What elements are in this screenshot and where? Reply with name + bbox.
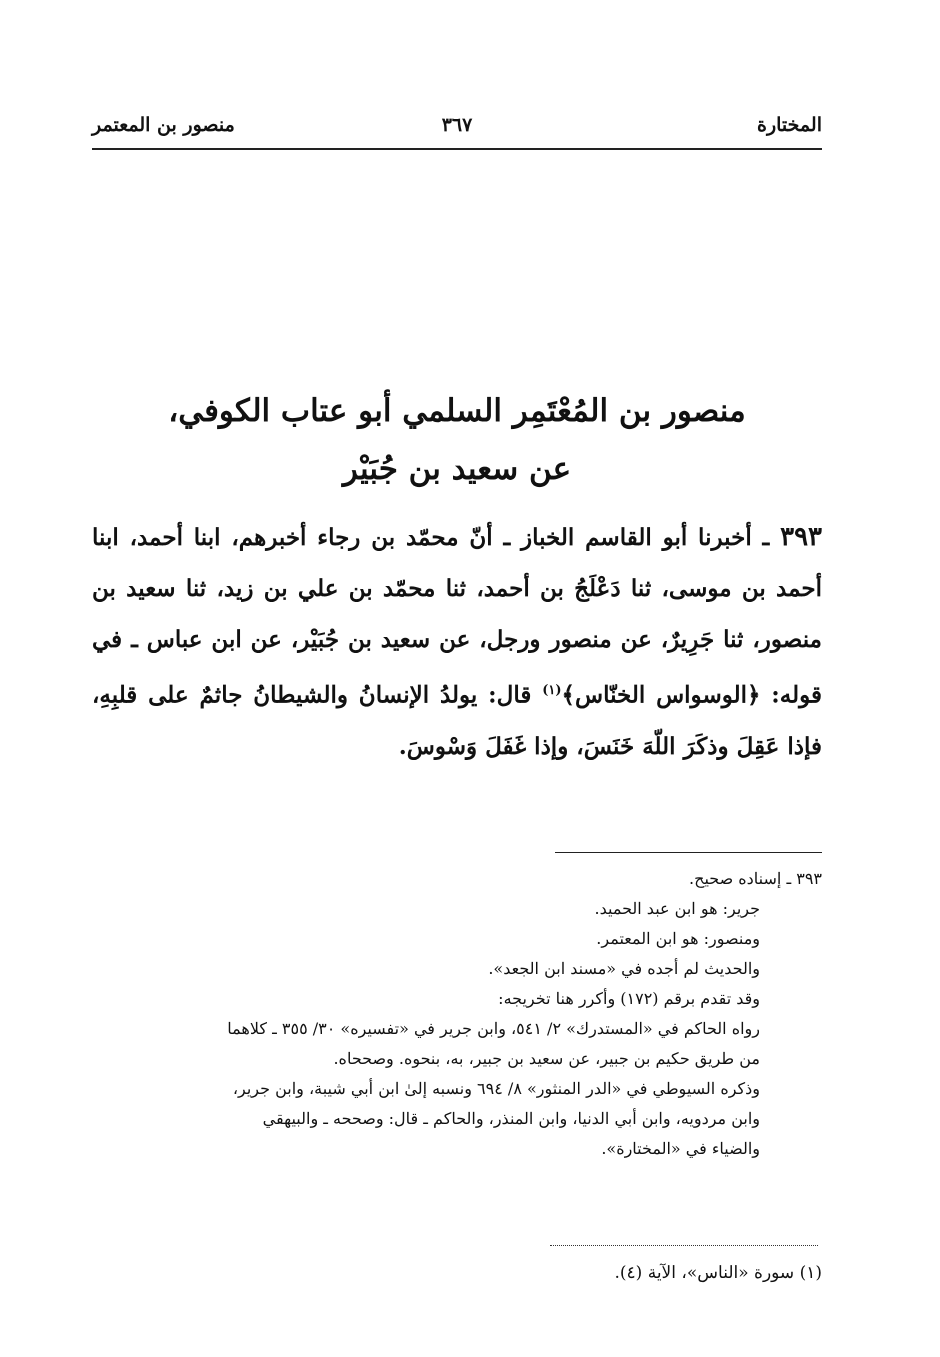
note-line: والحديث لم أجده في «مسند ابن الجعد».	[488, 959, 760, 978]
footnote-reference[interactable]: (١)	[542, 683, 562, 698]
note-line: وابن مردويه، وابن أبي الدنيا، وابن المنذر، والحاكم ـ قال: وصححه ـ والبيهقي	[262, 1109, 760, 1128]
footnote-separator	[550, 1245, 818, 1246]
note-line: من طريق حكيم بن جبير، عن سعيد بن جبير، به، بنحوه. وصححاه.	[333, 1049, 760, 1068]
note-line: جرير: هو ابن عبد الحميد.	[594, 899, 760, 918]
note-line: رواه الحاكم في «المستدرك» ٢/ ٥٤١، وابن جرير في «تفسيره» ٣٠/ ٣٥٥ ـ كلاهما	[227, 1019, 760, 1038]
note-line: ومنصور: هو ابن المعتمر.	[596, 929, 760, 948]
footnote: (١) سورة «الناس»، الآية (٤).	[614, 1263, 822, 1283]
hadith-text	[92, 512, 822, 772]
note-line: والضياء في «المختارة».	[601, 1139, 760, 1158]
commentary-notes	[92, 864, 822, 1164]
header-book-title: المختارة	[757, 114, 822, 136]
hadith-text-part-2: قال: يولدُ الإنسانُ والشيطانُ جاثمٌ على قلبِهِ، فإذا عَقِلَ وذكَرَ اللّهَ خَنَسَ، وإذا غَفَلَ وَسْوسَ.	[92, 681, 822, 760]
chapter-heading	[92, 382, 822, 498]
running-header	[92, 108, 822, 150]
note-line: ٣٩٣ ـ إسناده صحيح.	[689, 869, 822, 888]
chapter-heading-line-1: منصور بن المُعْتَمِر السلمي أبو عتاب الكوفي،	[168, 393, 746, 429]
hadith-number: ٣٩٣	[780, 522, 823, 552]
header-section-title: منصور بن المعتمر	[92, 114, 235, 136]
hadith-text-part-1: ـ أخبرنا أبو القاسم الخباز ـ أنّ محمّد بن رجاء أخبرهم، ابنا أحمد، ابنا أحمد بن موسى، ثنا دَعْلَجُ بن أحمد، ثنا محمّد بن علي بن زيد، ثنا سعيد بن منصور، ثنا جَرِيرٌ، عن منصور ورجل، عن سعيد بن جُبَيْر، عن ابن عباس ـ في قوله: ﴿الوسواس الخنّاس﴾	[92, 524, 823, 709]
note-line: وذكره السيوطي في «الدر المنثور» ٨/ ٦٩٤ ونسبه إلىٰ ابن أبي شيبة، وابن جرير،	[232, 1079, 760, 1098]
page-number: ٣٦٧	[441, 114, 473, 136]
hadith-paragraph	[92, 512, 822, 772]
commentary-separator	[555, 852, 822, 853]
note-line: وقد تقدم برقم (١٧٢) وأكرر هنا تخريجه:	[498, 989, 760, 1008]
chapter-heading-line-2: عن سعيد بن جُبَيْر	[342, 451, 572, 487]
